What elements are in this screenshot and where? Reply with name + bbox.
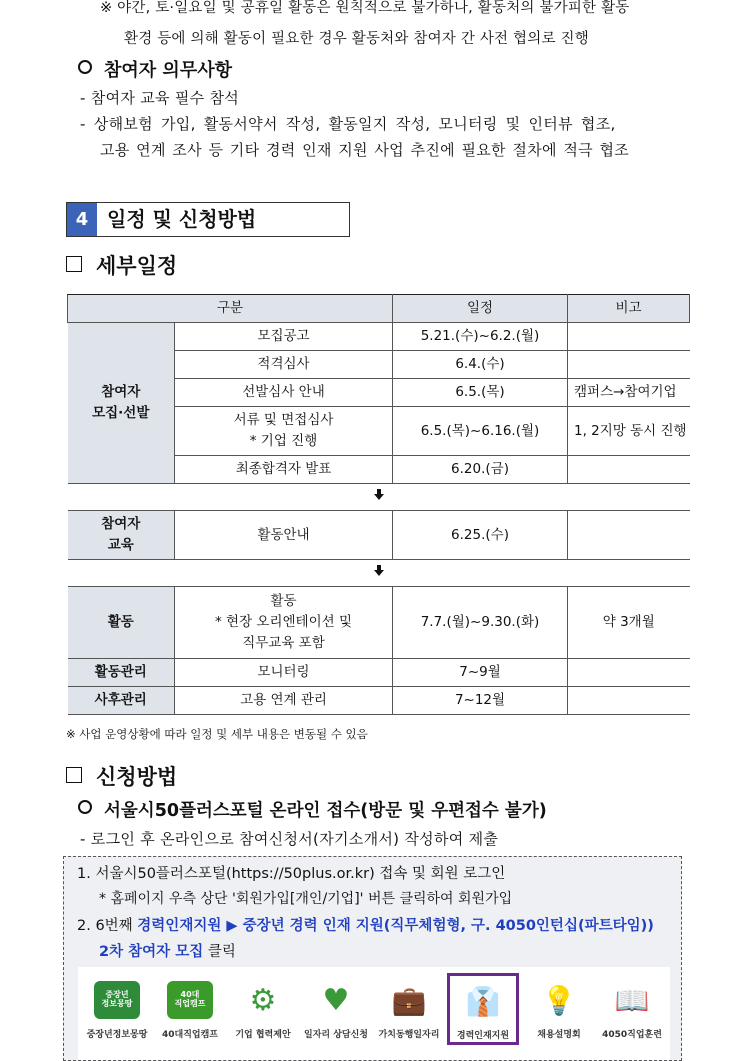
table-cell: 6.4.(수) <box>393 351 568 379</box>
table-cell: 활동 * 현장 오리엔테이션 및 직무교육 포함 <box>175 587 393 659</box>
info-icon: 중장년 정보몽땅 <box>94 981 140 1019</box>
checkbox-square-icon <box>66 256 82 272</box>
table-cell: 모니터링 <box>175 659 393 687</box>
duty-item-1: - 참여자 교육 필수 참석 <box>80 89 240 107</box>
menu-item-value[interactable]: 💼 가치동행일자리 <box>374 981 444 1040</box>
section-title: 일정 및 신청방법 <box>107 207 257 231</box>
duty-item-2a: - 상해보험 가입, 활동서약서 작성, 활동일지 작성, 모니터링 및 인터뷰 협조, <box>80 115 616 133</box>
schedule-footnote: ※ 사업 운영상황에 따라 일정 및 세부 내용은 변동될 수 있음 <box>66 727 368 741</box>
section-4-heading <box>66 202 350 237</box>
menu-item-career-highlighted[interactable]: 👔 경력인재지원 <box>447 973 519 1045</box>
table-cell <box>568 659 690 687</box>
col-header-date: 일정 <box>393 295 568 323</box>
apply-steps-box <box>63 856 682 1061</box>
menu-item-training[interactable]: 📖 4050직업훈련 <box>597 981 667 1040</box>
table-cell: 적격심사 <box>175 351 393 379</box>
table-cell <box>568 456 690 484</box>
table-cell: 6.5.(목) <box>393 379 568 407</box>
down-arrow-icon <box>374 494 384 500</box>
note-line-1: ※ 야간, 토·일요일 및 공휴일 활동은 원칙적으로 불가하나, 활동처의 불가피한 활동 <box>100 0 630 16</box>
circle-bullet-icon <box>78 800 92 814</box>
table-cell: 6.25.(수) <box>393 511 568 560</box>
duty-heading: 참여자 의무사항 <box>78 56 232 82</box>
table-cell: 활동안내 <box>175 511 393 560</box>
group-education: 참여자 교육 <box>68 511 175 560</box>
col-header-remark: 비고 <box>568 295 690 323</box>
table-cell: 5.21.(수)~6.2.(월) <box>393 323 568 351</box>
menu-path: 경력인재지원 ▶ 중장년 경력 인재 지원(직무체험형, 구. 4050인턴십(파트타임)) <box>137 918 654 934</box>
table-cell <box>568 323 690 351</box>
bulb-icon: 💡 <box>541 983 577 1017</box>
duty-item-2b: 고용 연계 조사 등 기타 경력 인재 지원 사업 추진에 필요한 절차에 적극 협조 <box>100 141 630 159</box>
consult-icon: ♥ <box>322 982 350 1018</box>
table-cell: 모집공고 <box>175 323 393 351</box>
briefcase-icon: 💼 <box>391 983 427 1017</box>
group-activity: 활동 <box>68 587 175 659</box>
menu-item-camp[interactable]: 40대 직업캠프 40대직업캠프 <box>155 981 225 1040</box>
circle-bullet-icon <box>78 60 92 74</box>
step-1-note: * 홈페이지 우측 상단 '회원가입[개인/기업]' 버튼 클릭하여 회원가입 <box>99 891 513 907</box>
table-cell: 7~12월 <box>393 687 568 715</box>
table-cell: 캠퍼스→참여기업 <box>568 379 690 407</box>
apply-description: - 로그인 후 온라인으로 참여신청서(자기소개서) 작성하여 제출 <box>80 830 499 848</box>
down-arrow-row <box>68 484 690 511</box>
group-management: 활동관리 <box>68 659 175 687</box>
down-arrow-row <box>68 560 690 587</box>
step-2-cont: 2차 참여자 모집 클릭 <box>99 944 236 960</box>
menu-item-cooperation[interactable]: ⚙ 기업 협력제안 <box>235 982 291 1040</box>
schedule-heading: 세부일정 <box>66 250 177 280</box>
book-icon: 📖 <box>614 983 650 1017</box>
table-cell: 6.5.(목)~6.16.(월) <box>393 407 568 456</box>
table-cell <box>568 351 690 379</box>
portal-menu-strip <box>78 967 670 1060</box>
group-followup: 사후관리 <box>68 687 175 715</box>
table-cell: 서류 및 면접심사 * 기업 진행 <box>175 407 393 456</box>
table-cell: 6.20.(금) <box>393 456 568 484</box>
section-number: 4 <box>67 203 97 236</box>
menu-item-info[interactable]: 중장년 정보몽땅 중장년정보몽땅 <box>82 981 152 1040</box>
apply-heading: 신청방법 <box>66 761 177 791</box>
recruit-name: 2차 참여자 모집 <box>99 944 204 960</box>
menu-item-briefing[interactable]: 💡 채용설명회 <box>524 981 594 1040</box>
tie-icon: 👔 <box>465 984 501 1018</box>
cooperation-icon: ⚙ <box>249 982 277 1018</box>
table-cell: 7.7.(월)~9.30.(화) <box>393 587 568 659</box>
step-1: 1. 서울시50플러스포털(https://50plus.or.kr) 접속 및 회원 로그인 <box>77 866 506 882</box>
step-2: 2. 6번째 경력인재지원 ▶ 중장년 경력 인재 지원(직무체험형, 구. 4050인턴십(파트타임)) <box>77 918 654 934</box>
apply-sub-heading: 서울시50플러스포털 온라인 접수(방문 및 우편접수 불가) <box>78 797 547 822</box>
checkbox-square-icon <box>66 767 82 783</box>
camp-icon: 40대 직업캠프 <box>167 981 213 1019</box>
down-arrow-icon <box>374 570 384 576</box>
group-recruit: 참여자 모집·선발 <box>68 323 175 484</box>
note-line-2: 환경 등에 의해 활동이 필요한 경우 활동처와 참여자 간 사전 협의로 진행 <box>124 31 589 47</box>
table-cell: 7~9월 <box>393 659 568 687</box>
table-cell: 고용 연계 관리 <box>175 687 393 715</box>
menu-item-consult[interactable]: ♥ 일자리 상담신청 <box>304 982 368 1040</box>
table-cell <box>568 687 690 715</box>
table-cell: 선발심사 안내 <box>175 379 393 407</box>
table-cell <box>568 511 690 560</box>
table-cell: 최종합격자 발표 <box>175 456 393 484</box>
table-cell: 1, 2지망 동시 진행 <box>568 407 690 456</box>
schedule-table <box>67 294 690 715</box>
table-cell: 약 3개월 <box>568 587 690 659</box>
col-header-category: 구분 <box>68 295 393 323</box>
